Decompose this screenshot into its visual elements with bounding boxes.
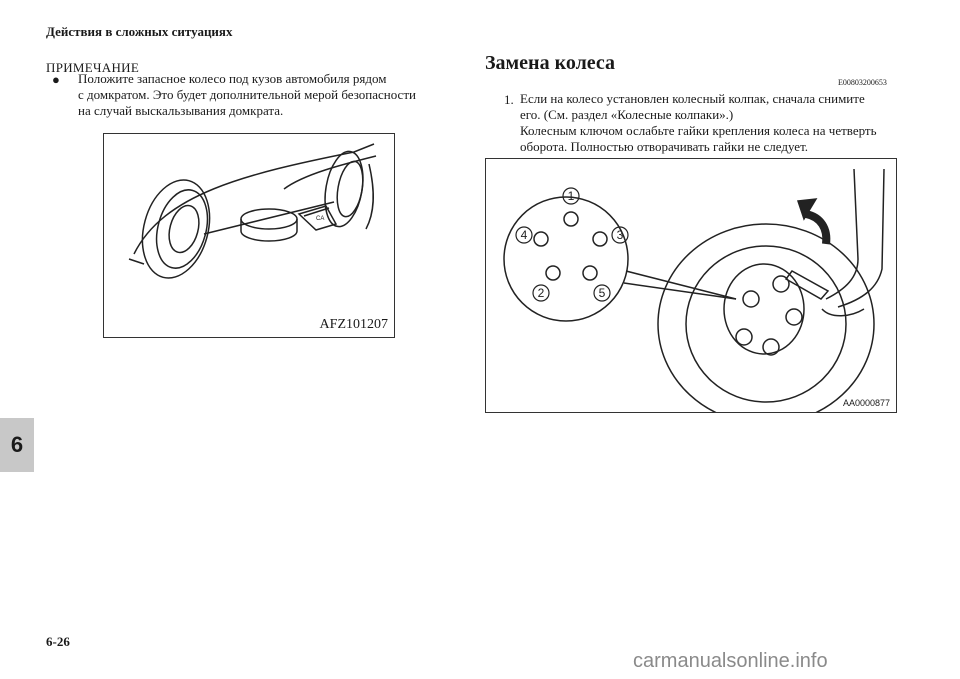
watermark: carmanualsonline.info [633,650,828,672]
figure-caption: AFZ101207 [319,317,388,332]
spare-wheel-illustration [103,133,395,338]
section-code: E00803200653 [838,78,887,87]
section-title: Замена колеса [485,52,616,74]
step-number: 1. [504,92,514,107]
note-line: на случай выскальзывания домкрата. [78,103,284,118]
nut-label-3: 3 [616,228,624,242]
note-label: ПРИМЕЧАНИЕ [46,60,140,75]
nut-label-5: 5 [598,286,606,300]
wheel-nuts-illustration [485,158,897,413]
bullet-icon: ● [52,72,60,87]
nut-label-1: 1 [567,189,575,203]
step-line: Колесным ключом ослабьте гайки крепления колеса на четверть [520,123,877,138]
note-text [78,71,458,119]
step-text [520,91,900,155]
wheel-nuts-drawing [486,159,896,412]
svg-text:CA: CA [316,216,325,222]
page-number: 6-26 [46,634,70,649]
page-header-title: Действия в сложных ситуациях [46,24,233,39]
step-line: его. (См. раздел «Колесные колпаки».) [520,107,734,122]
note-line: Положите запасное колесо под кузов автомобиля рядом [78,71,387,86]
chapter-tab: 6 [0,418,34,472]
nut-label-4: 4 [520,228,528,242]
figure-caption: AA0000877 [842,398,890,408]
step-line: оборота. Полностью отворачивать гайки не следует. [520,139,809,154]
step-line: Если на колесо установлен колесный колпак, сначала снимите [520,91,865,106]
nut-label-2: 2 [537,286,545,300]
note-line: с домкратом. Это будет дополнительной мерой безопасности [78,87,416,102]
spare-wheel-drawing [104,134,394,337]
